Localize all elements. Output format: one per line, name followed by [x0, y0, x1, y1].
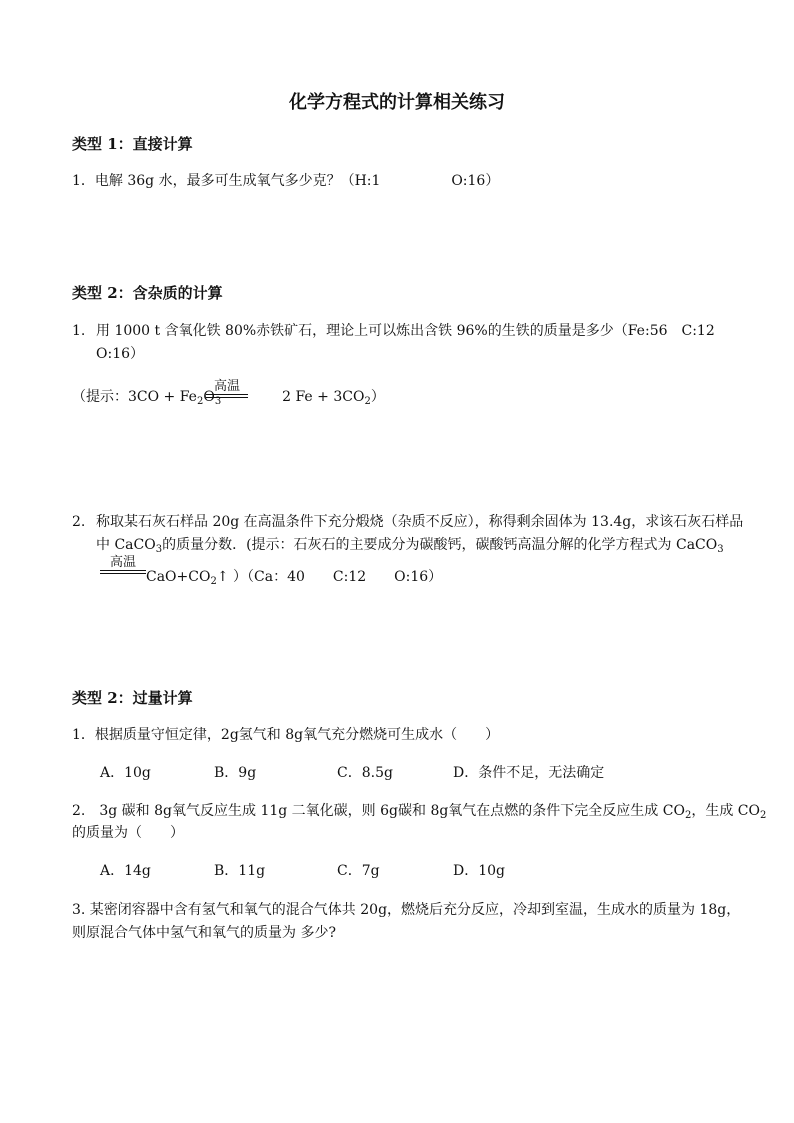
question-1-1: [72, 170, 499, 192]
question-3-2-line1: [72, 800, 766, 822]
question-3-3-line1: 3. 某密闭容器中含有氢气和氧气的混合气体共 20g，燃烧后充分反应，冷却到室温，生成水的质量为 18g，: [72, 902, 741, 918]
line-text: CaO+CO: [146, 569, 211, 585]
hint-mid: O: [203, 389, 215, 405]
question-2-1-number: 1.: [72, 323, 86, 339]
option-3-2-b: B．11g: [214, 863, 266, 879]
option-3-2-c: C．7g: [337, 863, 380, 879]
line-text: ↑ ）（Ca：40 C:12 O:16）: [216, 569, 443, 585]
subscript: 2: [196, 396, 204, 407]
reaction-condition: 高温: [109, 555, 136, 570]
option-3-1-d: D．条件不足，无法确定: [453, 765, 605, 781]
hint-prefix: （提示：3CO + Fe: [72, 389, 197, 405]
question-3-1: 1．根据质量守恒定律，2g氢气和 8g氧气充分燃烧可生成水（ ）: [72, 727, 500, 743]
subscript: 2: [364, 396, 371, 407]
option-3-1-c: C．8.5g: [337, 765, 393, 781]
question-2-2-line2: [96, 534, 724, 556]
hint-suffix: 2 Fe + 3CO: [282, 389, 365, 405]
option-3-1-a: A．10g: [100, 765, 151, 781]
question-text-tail: O:16）: [451, 173, 500, 189]
question-2-1-line2: O:16）: [96, 346, 145, 362]
equals-sign: [100, 570, 146, 574]
question-3-3-line2: 则原混合气体中氢气和氧气的质量为 多少?: [72, 925, 336, 941]
option-3-2-d: D．10g: [453, 863, 506, 879]
question-text: 1．电解 36g 水，最多可生成氧气多少克？（H:1: [72, 173, 381, 189]
subscript: 3: [717, 544, 724, 555]
question-2-2-line3: [146, 566, 442, 588]
reaction-condition: 高温: [213, 379, 240, 394]
subscript: 3: [155, 544, 163, 555]
section-heading-3: 类型 2：过量计算: [72, 689, 193, 707]
line-text: 的质量分数．(提示：石灰石的主要成分为碳酸钙，碳酸钙高温分解的化学方程式为 CaCO: [162, 537, 718, 553]
page-title: 化学方程式的计算相关练习: [289, 92, 505, 113]
question-2-2-number: 2.: [72, 514, 86, 530]
question-3-2-line2: 的质量为（ ）: [72, 825, 184, 841]
option-3-1-b: B．9g: [214, 765, 257, 781]
subscript: 2: [210, 576, 217, 587]
question-2-1-line1: 用 1000 t 含氧化铁 80%赤铁矿石，理论上可以炼出含铁 96%的生铁的质量是多少（Fe:56 C:12: [96, 323, 715, 339]
option-3-2-a: A．14g: [100, 863, 151, 879]
subscript: 2: [759, 810, 767, 821]
reaction-arrow-2: [100, 556, 146, 574]
line-text: 中 CaCO: [96, 537, 156, 553]
section-heading-2: 类型 2：含杂质的计算: [72, 284, 223, 302]
section-heading-1: 类型 1：直接计算: [72, 135, 193, 153]
equals-sign: [206, 394, 248, 398]
reaction-arrow-1: [206, 380, 248, 398]
subscript: 2: [684, 810, 692, 821]
question-2-2-line1: 称取某石灰石样品 20g 在高温条件下充分煅烧（杂质不反应），称得剩余固体为 13.4g，求该石灰石样品: [96, 514, 744, 530]
line-text: ，生成 CO: [691, 803, 760, 819]
hint-end: ）: [370, 389, 385, 405]
subscript: 3: [214, 396, 222, 407]
line-text: 2. 3g 碳和 8g氧气反应生成 11g 二氧化碳，则 6g碳和 8g氧气在点燃的条件下完全反应生成 CO: [72, 803, 685, 819]
